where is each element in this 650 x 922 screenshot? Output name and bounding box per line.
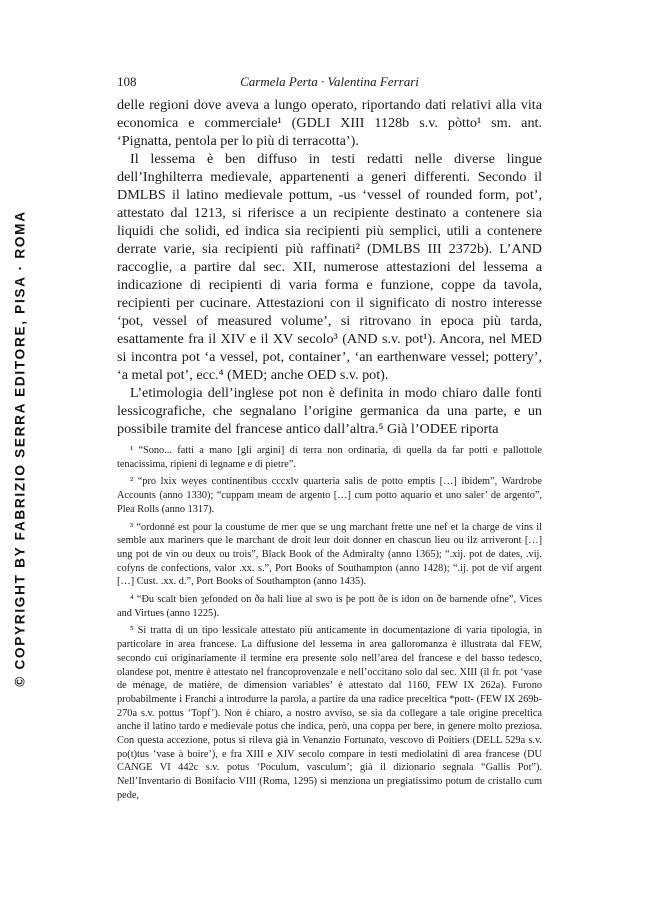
running-head: Carmela Perta · Valentina Ferrari bbox=[240, 74, 419, 89]
footnote: ¹ “Sono... fatti a mano [gli argini] di terra non ordinaria, di quella da far potti e pallottole tenacissima, ripieni di legname e di pietre”. bbox=[117, 445, 542, 470]
page-header bbox=[117, 74, 542, 94]
body-paragraph: L’etimologia dell’inglese pot non è definita in modo chiaro dalle fonti lessicografiche, che segnalano l’origine germanica da una parte, e un possibile tramite del francese antico dall’altra.⁵ Già l’ODEE riporta bbox=[117, 385, 542, 437]
footnote: ³ “ordonné est pour la coustume de mer que se ung marchant frette une nef et la charge de vins il semble aux mariners que le marchant de droit leur doit donner en chascun lieu ou ilz arriveront […] ung pot de vin ou deux ou trois”, Black Book of the Admiralty (anno 1365); “.xij. pot de dates, .vij. cofyns de confections, valor .xx. s.”, Port Books of Southampton (anno 1428); “.ij. pot de vif argent […] Cust. .xx. d.”, Port Books of Southampton (anno 1435). bbox=[117, 521, 542, 588]
body-paragraph: delle regioni dove aveva a lungo operato, riportando dati relativi alla vita economica e commerciale¹ (GDLI XIII 1128b s.v. pòtto¹ sm. ant. ‘Pignatta, pentola per lo più di terracotta’). bbox=[117, 97, 542, 149]
copyright-text: © COPYRIGHT BY FABRIZIO SERRA EDITORE, PISA · ROMA bbox=[12, 209, 28, 687]
footnote: ⁴ “Ðu scalt bien ȝefonded on ða hali liue al swo is þe pott ðe is idon on ðe barnende ofne”, Vices and Virtues (anno 1225). bbox=[117, 594, 542, 619]
page-number: 108 bbox=[117, 74, 137, 89]
footnotes bbox=[117, 444, 542, 803]
footnote: ⁵ Si tratta di un tipo lessicale attestato più anticamente in documentazione di varia tipologia, in particolare in area francese. La diffusione del lessema in area galloromanza è illustrata dal FEW, secondo cui originariamente il termine era presente solo nell’area del francese e del basso tedesco, olandese pot, mentre è attestato nel francoprovenzale e nell’occitano solo dal sec. XIII (il fr. pot ‘vase de ménage, de matière, de dimension variables’ è attestato dal 1160, FEW IX 262a). Furono probabilmente i Franchi a introdurre la parola, a partire da una radice preceltica *pott- (FEW IX 269b-270a s.v. pottus ‘Topf’). Non è chiaro, a nostro avviso, se sia da collegare a tale origine preceltica anche il latino tardo e medievale potus che indica, però, una coppa per bere, in genere molto preziosa. Con questa accezione, potus si rileva già in Venanzio Fortunato, vescovo di Poitiers (DELL 529a s.v. po(t)tus ‘vase à boire’), e fra XIII e XIV secolo compare in testi mediolatini di area francese (DU CANGE VI 442c s.v. potus ‘Poculum, vasculum’; già il dizionario segnala “Gallis Pot”). Nell’Inventario di Bonifacio VIII (Roma, 1295) si menziona un pregiatissimo potum de cristallo cum pede, bbox=[117, 625, 542, 801]
footnote: ² “pro lxix weyes continentibus cccxlv quarteria salis de potto emptis […] ibidem”, Wardrobe Accounts (anno 1330); “cuppam meam de argento […] cum potto aquario et uno saler’ de argento”, Plea Rolls (anno 1317). bbox=[117, 476, 542, 515]
body-paragraph: Il lessema è ben diffuso in testi redatti nelle diverse lingue dell’Inghilterra medievale, appartenenti a generi differenti. Secondo il DMLBS il latino medievale pottum, -us ‘vessel of rounded form, pot’, attestato dal 1213, si riferisce a un recipiente destinato a contenere sia liquidi che solidi, ed indica sia recipienti più semplici, utili a contenere derrate varie, sia recipienti più raffinati² (DMLBS III 2372b). L’AND raccoglie, a partire dal sec. XII, numerose attestazioni del lessema a indicazione di recipienti di varia forma e funzione, coppe da tavola, recipienti per cucinare. Attestazioni con il significato di nostro interesse ‘pot, vessel of measured volume’, si ritrovano in epoca più tarda, esattamente fra il XIV e il XV secolo³ (AND s.v. pot¹). Ancora, nel MED si incontra pot ‘a vessel, pot, container’, ‘an earthenware vessel; pottery’, ‘a metal pot’, ecc.⁴ (MED; anche OED s.v. pot). bbox=[117, 151, 542, 383]
copyright-notice bbox=[4, 208, 36, 688]
main-text bbox=[117, 96, 542, 438]
